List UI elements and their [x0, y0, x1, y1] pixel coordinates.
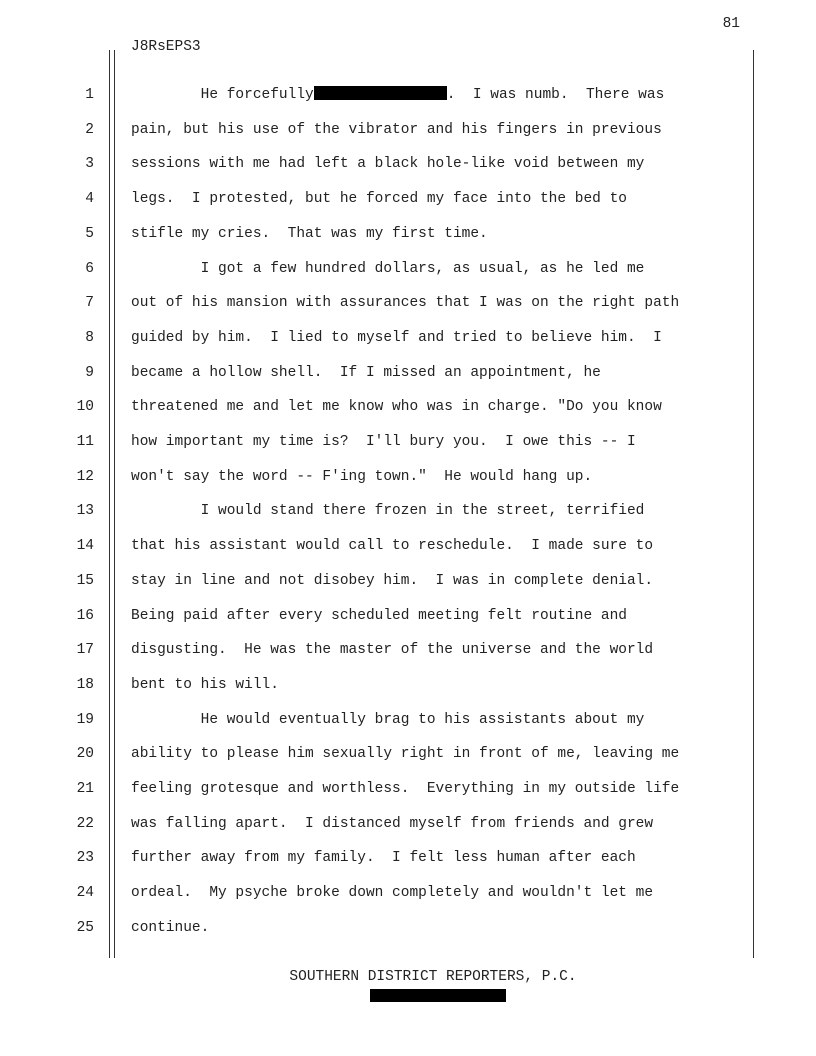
line-number: 9 — [85, 364, 94, 381]
transcript-line: that his assistant would call to reschedule. I made sure to — [131, 538, 654, 555]
page-number: 81 — [722, 16, 740, 32]
transcript-line: He would eventually brag to his assistants about my — [131, 711, 645, 728]
line-number: 4 — [85, 191, 94, 208]
left-margin-rule-inner — [114, 50, 115, 958]
transcript-line: continue. — [131, 919, 210, 936]
court-reporter-footer: SOUTHERN DISTRICT REPORTERS, P.C. — [289, 969, 577, 985]
line-number: 2 — [85, 121, 94, 138]
line-number: 20 — [76, 746, 94, 763]
line-number: 21 — [76, 781, 94, 797]
transcript-line: sessions with me had left a black hole-like void between my — [131, 156, 645, 173]
line-number: 23 — [76, 850, 94, 867]
line-number: 5 — [85, 225, 94, 242]
line-number: 16 — [76, 607, 94, 624]
transcript-line: stay in line and not disobey him. I was in complete denial. — [131, 572, 654, 589]
transcript-line: out of his mansion with assurances that I was on the right path — [131, 295, 680, 312]
redaction-bar — [314, 86, 447, 100]
transcript-line: threatened me and let me know who was in charge. "Do you know — [131, 399, 662, 416]
line-number: 17 — [76, 642, 94, 659]
transcript-line: disgusting. He was the master of the universe and the world — [131, 642, 654, 659]
line-number: 15 — [76, 572, 94, 589]
transcript-line: further away from my family. I felt less human after each — [131, 850, 636, 867]
transcript-line: I got a few hundred dollars, as usual, as he led me — [131, 260, 645, 277]
line-number: 19 — [76, 711, 94, 728]
line-number: 1 — [85, 87, 94, 103]
line-number: 8 — [85, 329, 94, 346]
transcript-line: Being paid after every scheduled meeting felt routine and — [131, 607, 627, 624]
case-id: J8RsEPS3 — [131, 39, 201, 55]
line-number: 3 — [85, 156, 94, 173]
line-number: 24 — [76, 885, 94, 902]
line-number: 6 — [85, 260, 94, 277]
transcript-line: stifle my cries. That was my first time. — [131, 225, 488, 242]
transcript-line: ability to please him sexually right in front of me, leaving me — [131, 746, 680, 763]
transcript-line: guided by him. I lied to myself and tried to believe him. I — [131, 329, 662, 346]
transcript-line: became a hollow shell. If I missed an appointment, he — [131, 364, 601, 381]
transcript-line: legs. I protested, but he forced my face into the bed to — [131, 191, 627, 208]
line-number: 18 — [76, 676, 94, 693]
transcript-line — [131, 85, 664, 105]
line-number: 11 — [76, 434, 94, 450]
line-number: 22 — [76, 815, 94, 832]
line-number: 13 — [76, 503, 94, 520]
transcript-line: ordeal. My psyche broke down completely and wouldn't let me — [131, 885, 654, 902]
line-number: 12 — [76, 468, 94, 485]
transcript-line: pain, but his use of the vibrator and his fingers in previous — [131, 121, 662, 138]
line-number: 25 — [76, 919, 94, 936]
transcript-line-text: He forcefully — [131, 87, 314, 103]
footer-redaction-bar — [370, 989, 506, 1002]
transcript-line: I would stand there frozen in the street, terrified — [131, 503, 645, 520]
transcript-line: how important my time is? I'll bury you. I owe this -- I — [131, 434, 636, 450]
left-margin-rule-outer — [109, 50, 110, 958]
line-number: 10 — [76, 399, 94, 416]
transcript-line: was falling apart. I distanced myself from friends and grew — [131, 815, 654, 832]
transcript-line: won't say the word -- F'ing town." He would hang up. — [131, 468, 593, 485]
transcript-line: feeling grotesque and worthless. Everything in my outside life — [131, 781, 680, 797]
right-margin-rule — [753, 50, 754, 958]
line-number: 14 — [76, 538, 94, 555]
line-number: 7 — [85, 295, 94, 312]
transcript-line: bent to his will. — [131, 676, 279, 693]
transcript-line-text: . I was numb. There was — [446, 87, 665, 103]
